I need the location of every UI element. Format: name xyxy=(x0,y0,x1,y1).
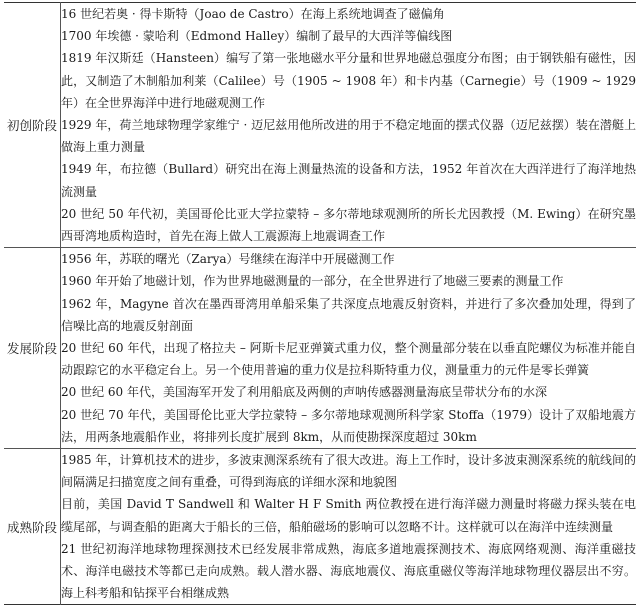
table-cell-entry: 20 世纪 60 年代，出现了格拉夫 – 阿斯卡尼亚弹簧式重力仪，整个测量部分装在以垂直陀螺仪为标准并能自动跟踪它的水平稳定台上。另一个使用普遍的重力仪是拉科斯特重力仪，测量重力的元件是零长弹簧 xyxy=(61,341,636,378)
table-cell-entry: 1985 年，计算机技术的进步，多波束测深系统有了很大改进。海上工作时，设计多波束测深系统的航线间的间隔满足扫描宽度之间有重叠，可得到海底的详细水深和地貌图 xyxy=(61,453,636,490)
table-cell-entry: 20 世纪 70 年代，美国哥伦比亚大学拉蒙特 – 多尔蒂地球观测所科学家 Stoffa（1979）设计了双船地震方法，用两条地震船作业，将排列长度扩展到 8km，从而使勘探深度超过 30km xyxy=(61,407,636,444)
table-cell-entry: 20 世纪 60 年代，美国海军开发了利用船底及两侧的声呐传感器测量海底呈带状分布的水深 xyxy=(61,385,547,400)
table-cell-entry: 目前，美国 David T Sandwell 和 Walter H F Smith 两位教授在进行海洋磁力测量时将磁力探头装在电缆尾部，与调查船的距离大于船长的三倍，船舶磁场的影响可以忽略不计。这样就可以在海洋中连续测量 xyxy=(61,497,636,534)
table-cell-entry: 1929 年，荷兰地球物理学家维宁 · 迈尼兹用他所改进的用于不稳定地面的摆式仪器（迈尼兹摆）装在潜艇上做海上重力测量 xyxy=(61,118,636,155)
stage-label-initial: 初创阶段 xyxy=(4,3,61,248)
table-cell-entry: 20 世纪 50 年代初，美国哥伦比亚大学拉蒙特 – 多尔蒂地球观测所的所长尤因教授（M. Ewing）在研究墨西哥湾地质构造时，首先在海上做人工震源海上地震调查工作 xyxy=(61,206,636,244)
history-table-page xyxy=(4,2,636,601)
stage-content-development xyxy=(61,248,637,449)
table-cell-entry: 1960 年开始了地磁计划，作为世界地磁测量的一部分，在全世界进行了地磁三要素的测量工作 xyxy=(61,274,564,289)
table-row-initial-stage xyxy=(4,3,636,248)
table-cell-entry: 16 世纪若奥 · 得卡斯特（Joao de Castro）在海上系统地调查了磁偏角 xyxy=(61,7,445,21)
table-cell-entry: 1819 年汉斯廷（Hansteen）编写了第一张地磁水平分量和世界地磁总强度分布图；由于钢铁船有磁性，因此，又制造了木制船加利莱（Calilee）号（1905 ~ 1908 年）和卡内基（Carnegie）号（1909 ~ 1929 年）在全世界海洋中进行地磁观测工作 xyxy=(61,51,636,110)
table-cell-entry: 21 世纪初海洋地球物理探测技术已经发展非常成熟，海底多道地震探测技术、海底网络观测、海洋重磁技术、海洋电磁技术等都已走向成熟。载人潜水器、海底地震仪、海底重磁仪等海洋地球物理仪器层出不穷。海上科考船和钻探平台相继成熟 xyxy=(61,541,636,601)
table-cell-entry: 1949 年，布拉德（Bullard）研究出在海上测量热流的设备和方法，1952 年首次在大西洋进行了海洋地热流测量 xyxy=(61,162,636,199)
table-row-mature-stage xyxy=(4,449,636,605)
table-cell-entry: 1700 年埃德 · 蒙哈利（Edmond Halley）编制了最早的大西洋等偏线图 xyxy=(61,29,453,44)
stage-label-development: 发展阶段 xyxy=(4,248,61,449)
table-cell-entry: 1956 年，苏联的曙光（Zarya）号继续在海洋中开展磁测工作 xyxy=(61,252,395,267)
stage-content-mature xyxy=(61,449,637,605)
table-cell-entry: 1962 年，Magyne 首次在墨西哥湾用单船采集了共深度点地震反射资料，并进行了多次叠加处理，得到了信噪比高的地震反射剖面 xyxy=(61,296,636,333)
stage-content-initial xyxy=(61,3,637,248)
stage-label-mature: 成熟阶段 xyxy=(4,449,61,605)
table-row-development-stage xyxy=(4,248,636,449)
marine-geophysics-history-table xyxy=(4,2,636,605)
